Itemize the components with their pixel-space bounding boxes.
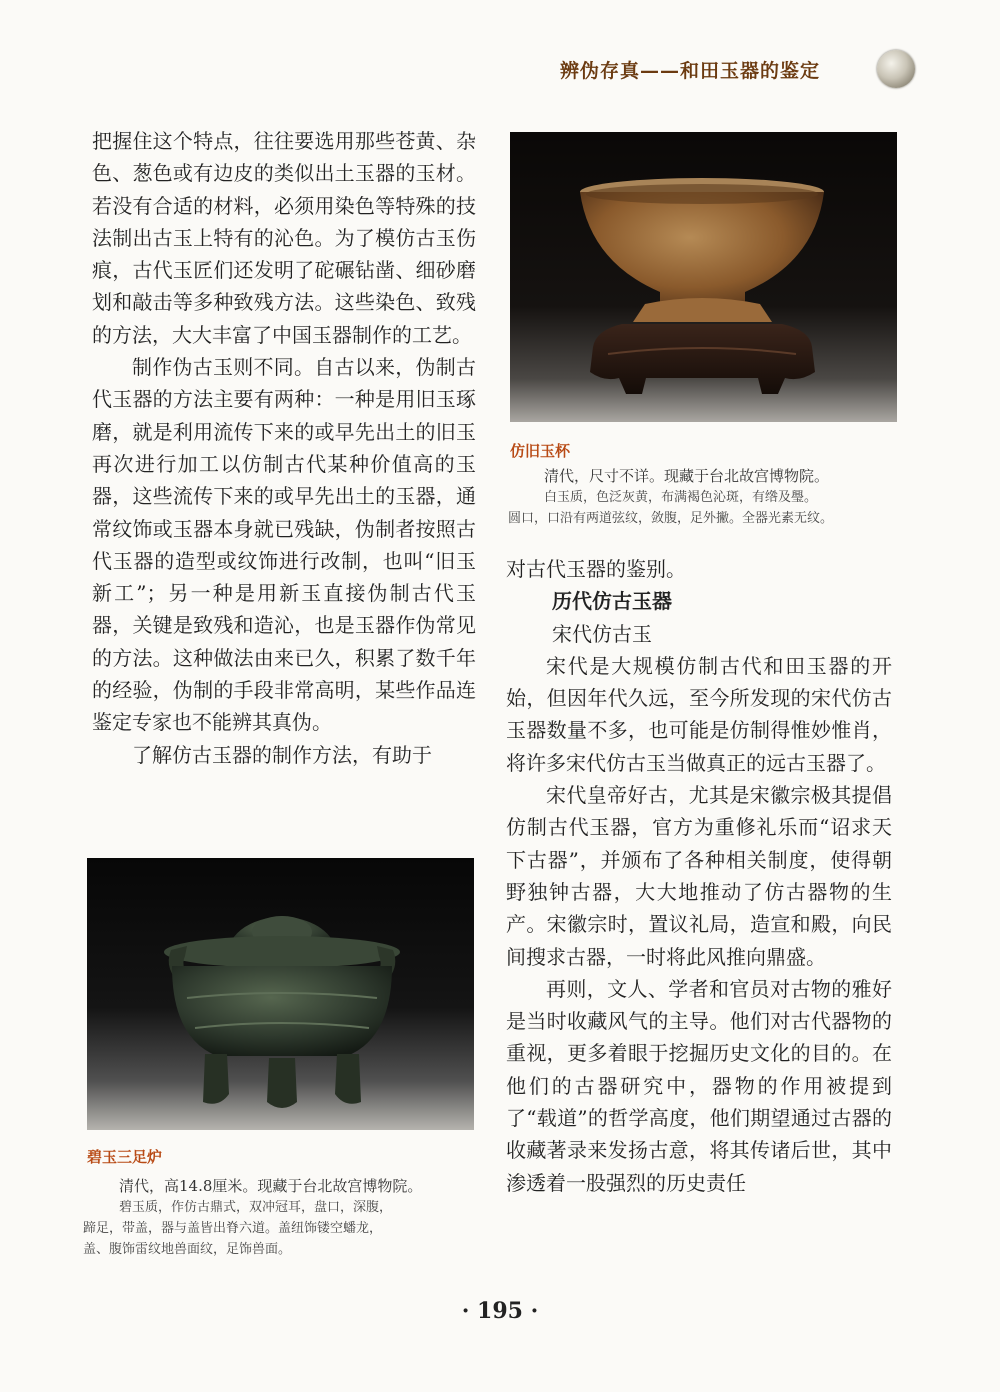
figure-cup-caption-line: 清代，尺寸不详。现藏于台北故宫博物院。 <box>544 467 830 485</box>
figure-censer-caption-line: 碧玉质，作仿古鼎式，双冲冠耳，盘口，深腹， <box>119 1200 393 1215</box>
section-heading: 历代仿古玉器 <box>552 589 672 614</box>
paragraph-forgery-methods: 制作伪古玉则不同。自古以来，伪制古代玉器的方法主要有两种：一种是用旧玉琢磨，就是利用流传下来的或早先出土的旧玉再次进行加工以仿制古代某种价值高的玉器，这些流传下来的或早先出土的玉器，通常纹饰或玉器本身就已残缺，伪制者按照古代玉器的造型或纹饰进行改制，也叫“旧玉新工”；另一种是用新玉直接伪制古代玉器，关键是致残和造沁，也是玉器作伪常见的方法。这种做法由来已久，积累了数千年的经验，伪制的手段非常高明，某些作品连鉴定专家也不能辨其真伪。 <box>92 355 476 735</box>
figure-censer-caption <box>83 1176 475 1260</box>
jade-disc-icon <box>877 50 915 88</box>
figure-cup-caption-line: 白玉质，色泛灰黄，布满褐色沁斑，有绺及璺。 <box>544 490 818 505</box>
paragraph-scholars: 再则，文人、学者和官员对古物的雅好是当时收藏风气的主导。他们对古代器物的重视，更多着眼于挖掘历史文化的目的。在他们的古器研究中，器物的作用被提到了“载道”的哲学高度，他们期望通过古器的收藏著录来发扬古意，将其传诸后世，其中渗透着一股强烈的历史责任 <box>506 976 892 1195</box>
figure-censer-title: 碧玉三足炉 <box>87 1148 163 1166</box>
figure-cup-caption <box>508 466 900 529</box>
jade-cup-illustration <box>510 132 897 422</box>
figure-cup-caption-line: 圆口，口沿有两道弦纹，敛腹，足外撇。全器光素无纹。 <box>508 511 834 526</box>
paragraph-understanding: 了解仿古玉器的制作方法，有助于 <box>132 742 432 767</box>
figure-censer-caption-line: 盖、腹饰雷纹地兽面纹，足饰兽面。 <box>83 1242 292 1257</box>
subsection-heading: 宋代仿古玉 <box>552 621 652 646</box>
jade-censer-photo <box>87 858 474 1130</box>
jade-censer-illustration <box>87 858 474 1130</box>
page-number: · 195 · <box>461 1298 539 1324</box>
paragraph-continuation: 对古代玉器的鉴别。 <box>506 557 686 581</box>
right-column-text <box>506 553 892 1199</box>
paragraph-continuation: 把握住这个特点，往往要选用那些苍黄、杂色、葱色或有边皮的类似出土玉器的玉材。若没有合适的材料，必须用染色等特殊的技法制出古玉上特有的沁色。为了模仿古玉伤痕，古代玉匠们还发明了砣碾钻凿、细砂磨划和敲击等多种致残方法。这些染色、致残的方法，大大丰富了中国玉器制作的工艺。 <box>92 129 476 347</box>
left-column-text <box>92 125 476 771</box>
figure-cup-title: 仿旧玉杯 <box>510 442 571 460</box>
jade-cup-photo <box>510 132 897 422</box>
paragraph-emperor-huizong: 宋代皇帝好古，尤其是宋徽宗极其提倡仿制古代玉器，官方为重修礼乐而“诏求天下古器”，并颁布了各种相关制度，使得朝野独钟古器，大大地推动了仿古器物的生产。宋徽宗时，置议礼局，造宣和殿，向民间搜求古器，一时将此风推向鼎盛。 <box>506 783 892 969</box>
figure-censer-caption-line: 蹄足，带盖，器与盖皆出脊六道。盖纽饰镂空蟠龙， <box>83 1221 383 1236</box>
running-header-title: 辨伪存真——和田玉器的鉴定 <box>560 60 821 82</box>
paragraph-song-dynasty: 宋代是大规模仿制古代和田玉器的开始，但因年代久远，至今所发现的宋代仿古玉器数量不多，也可能是仿制得惟妙惟肖，将许多宋代仿古玉当做真正的远古玉器了。 <box>506 653 892 775</box>
figure-censer-caption-line: 清代，高14.8厘米。现藏于台北故宫博物院。 <box>119 1177 423 1195</box>
